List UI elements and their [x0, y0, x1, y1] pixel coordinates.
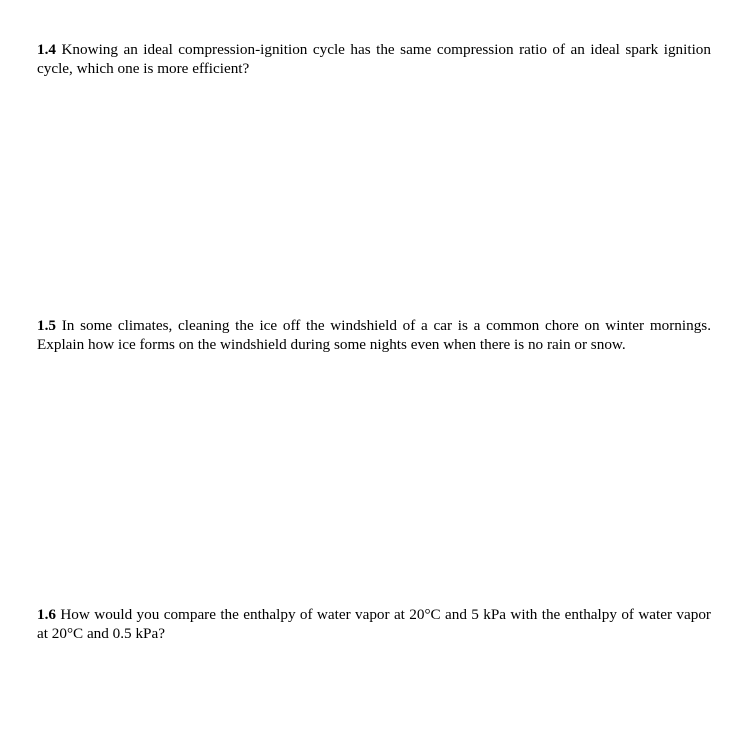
question-text: How would you compare the enthalpy of water vapor at 20°C and 5 kPa with the enthalpy of water vapor at 20°C and 0.5 kPa? — [37, 606, 711, 642]
question-number: 1.4 — [37, 41, 56, 58]
question-number: 1.6 — [37, 606, 56, 623]
question-1-5 — [37, 316, 711, 354]
question-1-6 — [37, 605, 711, 643]
question-number: 1.5 — [37, 317, 56, 334]
question-text: In some climates, cleaning the ice off the windshield of a car is a common chore on winter mornings. Explain how ice forms on the windshield during some nights even when there is no rain or snow. — [37, 317, 712, 353]
question-1-4 — [37, 40, 711, 78]
question-text: Knowing an ideal compression-ignition cycle has the same compression ratio of an ideal spark ignition cycle, which one is more efficient? — [37, 41, 711, 77]
